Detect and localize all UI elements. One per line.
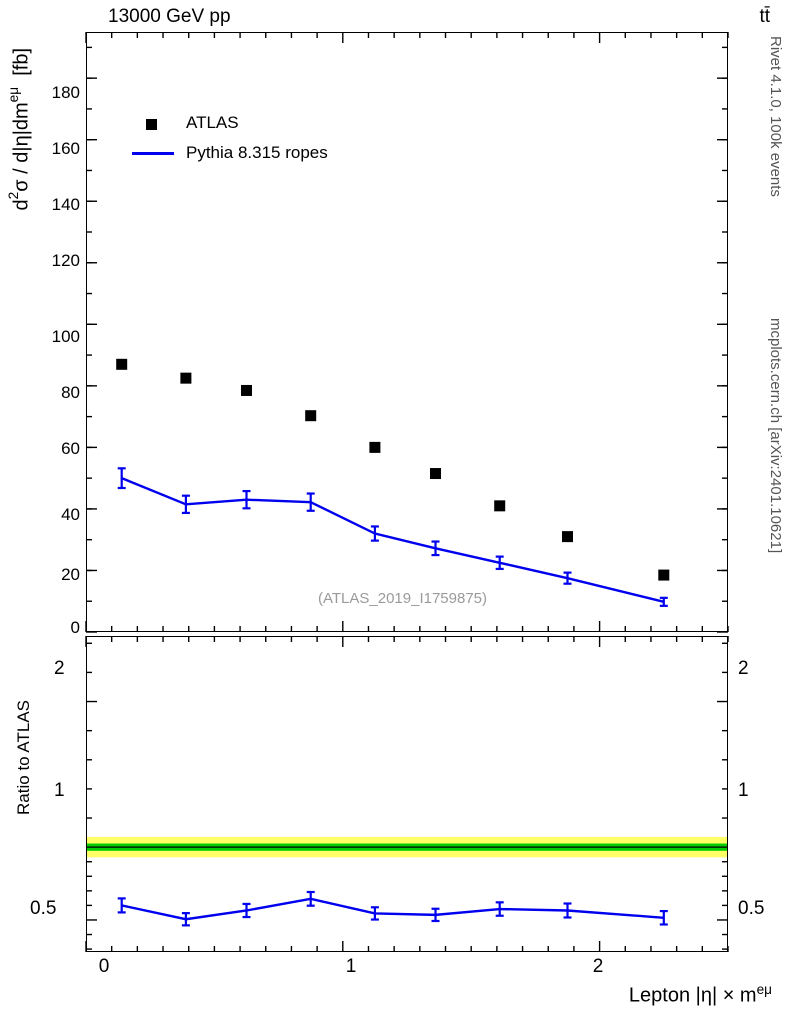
data-marker-atlas [562, 531, 573, 542]
legend-label-pythia: Pythia 8.315 ropes [186, 143, 328, 162]
ratio-ytick-1-left: 1 [54, 780, 65, 801]
data-line-pythia [122, 478, 664, 602]
ratio-ytick-1-right: 1 [738, 780, 749, 801]
xtick-1: 1 [345, 956, 357, 977]
ytick-60: 60 [61, 439, 80, 458]
process-label: tt̄ [759, 6, 770, 27]
y-axis-label-main: $d^2\sigma / d|\eta|dm^{e\mu}$ [fb] [6, 48, 33, 211]
ytick-140: 140 [51, 195, 80, 214]
ratio-ytick-05-right: 0.5 [738, 898, 765, 919]
ratio-line-pythia [122, 899, 664, 919]
x-axis-label: Lepton $|\eta| \times m^{e\mu}$ [628, 982, 772, 1007]
xtick-0: 0 [98, 956, 110, 977]
data-marker-atlas [241, 385, 252, 396]
ratio-ytick-2-right: 2 [738, 658, 749, 679]
xtick-2: 2 [592, 956, 604, 977]
ytick-0: 0 [70, 618, 80, 637]
data-marker-atlas [430, 468, 441, 479]
arxiv-note: mcplots.cern.ch [arXiv:2401.10621] [767, 318, 784, 554]
ytick-80: 80 [61, 383, 80, 402]
rivet-version-note: Rivet 4.1.0, 100k events [767, 36, 784, 197]
ytick-180: 180 [51, 83, 80, 102]
y-axis-label-ratio: Ratio to ATLAS [14, 700, 33, 815]
ytick-100: 100 [51, 327, 80, 346]
ytick-120: 120 [51, 251, 80, 270]
data-marker-atlas [180, 373, 191, 384]
beam-energy-label: 13000 GeV pp [108, 6, 231, 27]
ratio-ytick-2-left: 2 [54, 658, 65, 679]
data-marker-atlas [305, 410, 316, 421]
ratio-ytick-05-left: 0.5 [30, 898, 57, 919]
ytick-20: 20 [61, 565, 80, 584]
data-marker-atlas [116, 359, 127, 370]
analysis-watermark: (ATLAS_2019_I1759875) [318, 590, 488, 607]
legend-label-atlas: ATLAS [186, 113, 239, 132]
data-marker-atlas [494, 500, 505, 511]
data-marker-atlas [369, 442, 380, 453]
data-marker-atlas [658, 570, 669, 581]
ytick-40: 40 [61, 505, 80, 524]
ytick-160: 160 [51, 139, 80, 158]
